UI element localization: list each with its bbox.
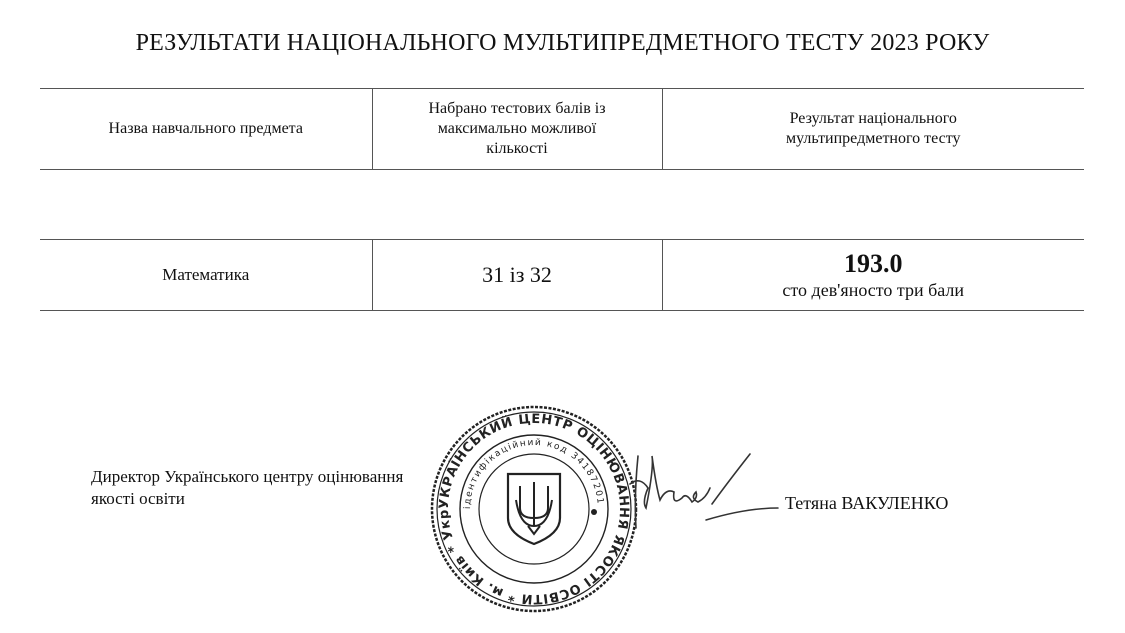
stamp-dot xyxy=(591,509,597,515)
score-cell: 31 із 32 xyxy=(372,240,662,311)
signature xyxy=(620,438,780,538)
stamp-outer-text: УКРАЇНСЬКИЙ ЦЕНТР ОЦІНЮВАННЯ ЯКОСТІ ОСВІТИ * м. Київ * Укр xyxy=(436,411,632,607)
header-subject: Назва навчального предмета xyxy=(40,89,372,170)
stamp-inner-text: ідентифікаційний код 34187201 xyxy=(462,437,605,510)
director-position: Директор Українського центру оцінювання якості освіти xyxy=(91,467,404,508)
official-stamp xyxy=(424,404,644,619)
page-title: РЕЗУЛЬТАТИ НАЦІОНАЛЬНОГО МУЛЬТИПРЕДМЕТНОГО ТЕСТУ 2023 РОКУ xyxy=(135,30,990,56)
result-words: сто дев'яносто три бали xyxy=(782,280,965,300)
result-cell xyxy=(662,240,1084,311)
signature-graphic xyxy=(620,438,780,538)
subject-cell: Математика xyxy=(40,240,372,311)
table-header-row xyxy=(40,89,1084,170)
results-table xyxy=(40,239,1084,311)
director-name: Тетяна ВАКУЛЕНКО xyxy=(785,493,949,513)
table-row xyxy=(40,240,1084,311)
result-value: 193.0 xyxy=(844,249,903,278)
results-header-table xyxy=(40,88,1084,170)
trident-icon xyxy=(508,474,560,544)
header-result: Результат національного мультипредметного тесту xyxy=(662,89,1084,170)
header-score: Набрано тестових балів із максимально можливої кількості xyxy=(372,89,662,170)
stamp-graphic xyxy=(424,404,644,619)
